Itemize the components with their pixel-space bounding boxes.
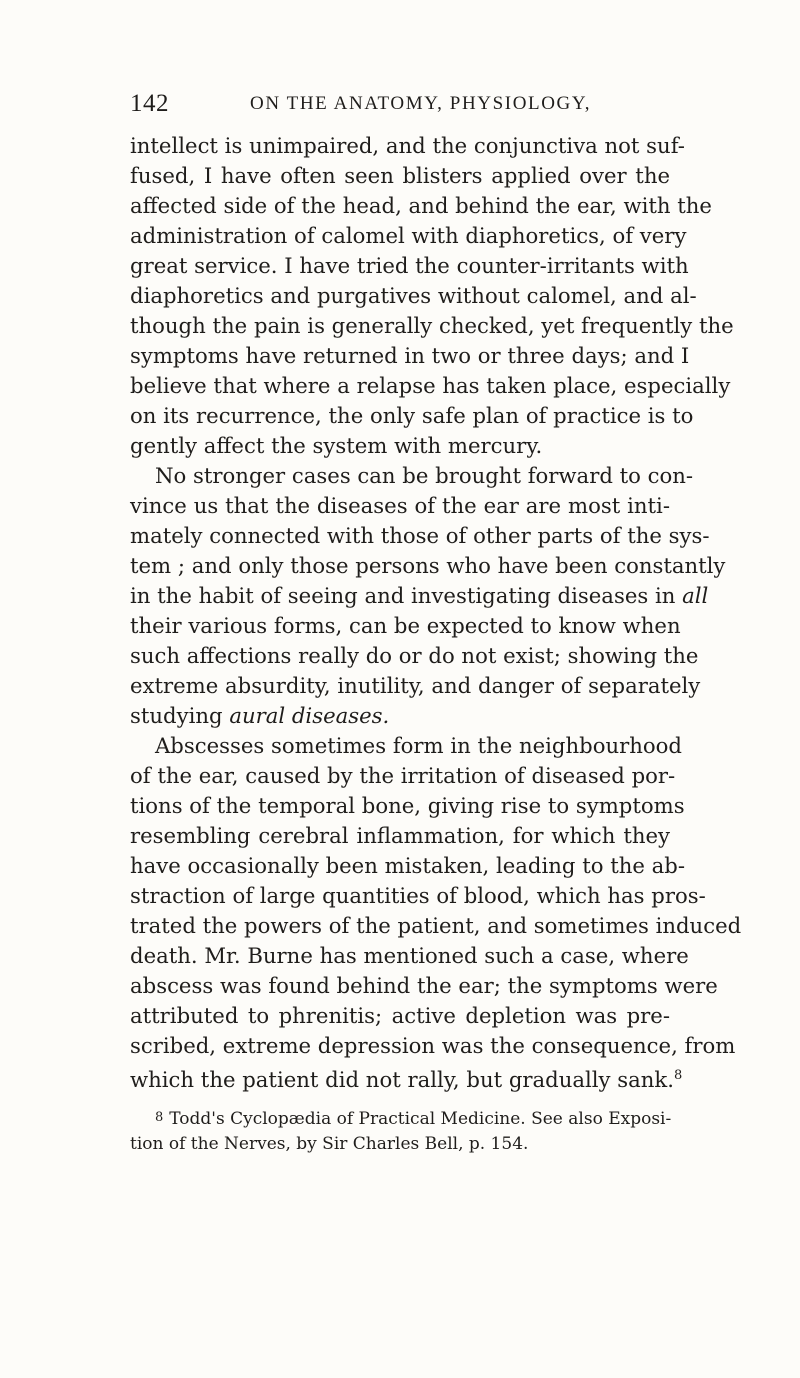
- footnote-reference[interactable]: 8: [673, 1068, 683, 1083]
- text-line: abscess was found behind the ear; the symptoms were: [130, 973, 718, 998]
- text-line: mately connected with those of other parts of the sys-: [130, 523, 710, 548]
- text-line: No stronger cases can be brought forward to con-: [155, 463, 694, 488]
- text-line: believe that where a relapse has taken place, especially: [130, 373, 731, 398]
- footnote-text: Todd's Cyclopædia of Practical Medicine. See also Exposi-: [169, 1109, 672, 1129]
- text-line: Abscesses sometimes form in the neighbourhood: [155, 733, 682, 758]
- footnote-marker: 8: [155, 1110, 164, 1125]
- page-number: 142: [130, 90, 169, 117]
- text-line: resembling cerebral inflammation, for which they: [130, 823, 670, 848]
- text-line-with-emphasis: [130, 701, 670, 731]
- text-line: have occasionally been mistaken, leading to the ab-: [130, 853, 686, 878]
- text-line: such affections really do or do not exist; showing the: [130, 643, 699, 668]
- text-line: administration of calomel with diaphoretics, of very: [130, 223, 687, 248]
- running-title: ON THE ANATOMY, PHYSIOLOGY,: [250, 93, 592, 114]
- text-segment: which the patient did not rally, but gradually sank.: [130, 1067, 674, 1093]
- text-segment: in the habit of seeing and investigating diseases in: [130, 583, 676, 608]
- text-line: of the ear, caused by the irritation of diseased por-: [130, 763, 676, 788]
- body-text: [130, 131, 742, 1093]
- text-line: straction of large quantities of blood, which has pros-: [130, 883, 706, 908]
- text-line: their various forms, can be expected to know when: [130, 613, 681, 638]
- text-line: on its recurrence, the only safe plan of practice is to: [130, 403, 694, 428]
- text-line: though the pain is generally checked, yet frequently the: [130, 313, 734, 338]
- text-line: great service. I have tried the counter-irritants with: [130, 253, 689, 278]
- text-line: affected side of the head, and behind the ear, with the: [130, 193, 712, 218]
- text-line: gently affect the system with mercury.: [130, 433, 543, 458]
- emphasis-aural-diseases: aural diseases.: [229, 703, 390, 728]
- text-line: extreme absurdity, inutility, and danger of separately: [130, 673, 701, 698]
- footnote-line: [130, 1105, 670, 1131]
- text-line: tem ; and only those persons who have been constantly: [130, 553, 726, 578]
- text-line: tions of the temporal bone, giving rise to symptoms: [130, 793, 685, 818]
- emphasis-all: all: [682, 583, 709, 608]
- text-line-with-emphasis: [130, 581, 709, 611]
- text-line: death. Mr. Burne has mentioned such a case, where: [130, 943, 689, 968]
- text-line: vince us that the diseases of the ear are most inti-: [130, 493, 670, 518]
- text-line-with-footnote-ref: [130, 1061, 683, 1093]
- text-line: diaphoretics and purgatives without calomel, and al-: [130, 283, 697, 308]
- footnote: [130, 1105, 670, 1157]
- text-line: fused, I have often seen blisters applied over the: [130, 163, 670, 188]
- text-line: trated the powers of the patient, and sometimes induced: [130, 913, 742, 938]
- footnote-line: tion of the Nerves, by Sir Charles Bell, p. 154.: [130, 1134, 529, 1154]
- text-line: symptoms have returned in two or three days; and I: [130, 343, 690, 368]
- text-segment: studying: [130, 703, 223, 728]
- running-head: [130, 90, 675, 118]
- text-line: intellect is unimpaired, and the conjunctiva not suf-: [130, 133, 685, 158]
- text-line: scribed, extreme depression was the consequence, from: [130, 1033, 736, 1058]
- text-line: attributed to phrenitis; active depletion was pre-: [130, 1003, 670, 1028]
